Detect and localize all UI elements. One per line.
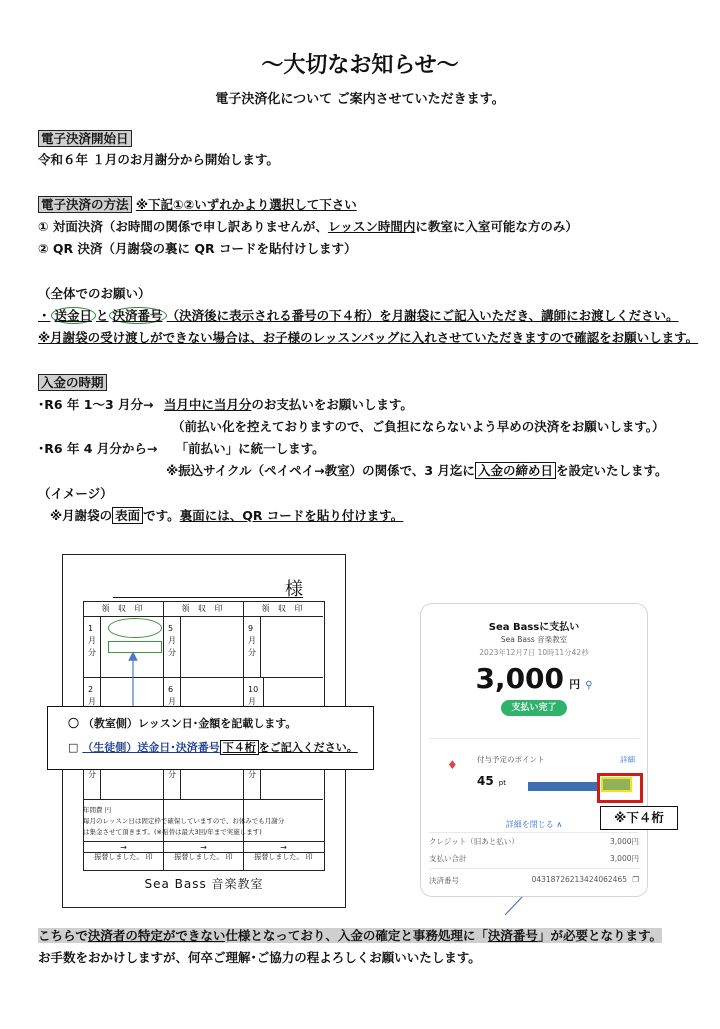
arrow-icon: → — [280, 843, 287, 852]
arrow-icon: → — [120, 843, 127, 852]
credit-row: クレジット（旧あと払い） 3,000円 — [429, 837, 639, 846]
footer-line-1: こちらで決済者の特定ができない仕様となっており、入金の確定と事務処理に「決済番号」が必要となります。 — [38, 928, 662, 943]
magnifier-icon[interactable]: ⚲ — [585, 680, 593, 691]
footer-line-2: お手数をおかけしますが、何卒ご理解･ご協力の程よろしくお願いいたします。 — [38, 950, 481, 965]
start-heading: 電子決済開始日 — [38, 131, 132, 147]
transfer-row: → 振替しました。 印 → 振替しました。 印 → 振替しました。 印 — [83, 841, 325, 871]
envelope-name-line: 様 — [113, 575, 303, 598]
timing-row-1-note: （前払い化を控えておりますので、ご負担にならないよう早めの決済をお願いします。） — [172, 419, 665, 434]
month-9: 9 月 分 — [248, 624, 256, 657]
envelope-callout — [47, 706, 374, 770]
payment-complete-badge: 支払い完了 — [501, 700, 567, 716]
school-name: Sea Bass 音楽教室 — [144, 877, 264, 891]
gift-icon: ♦ — [447, 758, 458, 772]
method-note: ※下記①②いずれかより選択して下さい — [135, 197, 357, 212]
points-section: ♦ 付与予定のポイント 詳細 45 pt — [447, 755, 635, 788]
payment-number-circle: 決済番号 — [109, 307, 167, 324]
timing-row-1: ･R6 年 1～3 月分→ 当月中に当月分のお支払いをお願いします。 — [38, 397, 413, 412]
timing-row-2: ･R6 年 4 月分から→ 「前払い」に統一します。 — [38, 441, 325, 456]
payee-sub: Sea Bass 音楽教室 — [500, 635, 568, 644]
request-heading: （全体でのお願い） — [38, 286, 151, 301]
start-text: 令和６年 １月のお月謝分から開始します。 — [38, 152, 279, 167]
image-line: ※月謝袋の 表面 です。裏面には、QR コードを貼り付けます。 — [50, 508, 404, 523]
sent-date-circle: 送金日 — [51, 307, 97, 324]
payment-app-screenshot — [420, 603, 648, 897]
method-item-1: ① 対面決済（お時間の関係で申し訳ありませんが、レッスン時間内に教室に入室可能な方のみ） — [38, 219, 578, 234]
payee-title: Sea Bassに支払い — [488, 622, 580, 633]
callout-row-teacher: 〇 （教室側）レッスン日･金額を記載します。 — [68, 717, 297, 730]
request-line-1: ・ 送金日 と 決済番号 （決済後に表示される番号の下４桁）を月謝袋にご記入いただき、講師にお渡しください。 — [38, 308, 679, 323]
arrow-icon: → — [200, 843, 207, 852]
detail-link[interactable]: 詳細 — [620, 755, 635, 764]
method-item-2: ② QR 決済（月謝袋の裏に QR コードを貼付けします） — [38, 241, 357, 256]
page-subtitle: 電子決済化について ご案内させていただきます。 — [215, 92, 505, 107]
close-details-link[interactable]: 詳細を閉じる ∧ — [505, 820, 563, 829]
grid-col-1: 領 収 印 1 月 分 2 月 分 — [84, 602, 163, 852]
request-line-2: ※月謝袋の受け渡しができない場合は、お子様のレッスンバッグに入れさせていただきますので確認をお願いします。 — [38, 330, 699, 345]
last4-highlight — [601, 777, 632, 792]
amount: 3,000 — [475, 662, 565, 695]
copy-icon[interactable]: ❐ — [632, 875, 639, 884]
timing-heading: 入金の時期 — [38, 374, 107, 391]
total-row: 支払い合計 3,000円 — [429, 854, 639, 863]
square-icon: □ — [68, 741, 79, 754]
method-heading: 電子決済の方法 — [38, 196, 132, 213]
fee-note: 年間費 円 毎月のレッスン日は固定枠で確保していますので、お休みでも月謝分 は集金させて頂きます。(※振替は最大3回/年まで実施します) — [83, 806, 285, 836]
amount-row: 3,000 円 ⚲ — [475, 662, 593, 695]
month-1: 1 月 分 — [88, 624, 96, 657]
payment-datetime: 2023年12月7日 10時11分42秒 — [479, 648, 589, 657]
transaction-number: 04318726213424062465 — [531, 875, 627, 884]
image-heading: （イメージ） — [38, 486, 113, 501]
grid-col-2: 領 収 印 5 月 分 6 月 分 — [164, 602, 243, 852]
month-5: 5 月 分 — [168, 624, 176, 657]
last4-label: ※下４桁 — [600, 806, 678, 830]
transaction-row: 決済番号 04318726213424062465 ❐ — [429, 875, 639, 885]
page-title: ～大切なお知らせ～ — [261, 53, 459, 78]
circle-icon: 〇 — [68, 717, 79, 730]
month-10: 10 月 — [248, 685, 259, 706]
callout-row-student: □ （生徒側）送金日･決済番号 下４桁 をご記入ください。 — [68, 741, 358, 754]
month-2: 2 月 — [88, 685, 96, 706]
cutoff-box: 入金の締め日 — [475, 462, 556, 479]
month-6: 6 月 — [168, 685, 176, 706]
grid-col-3: 領 収 印 9 月 分 10 月 分 — [244, 602, 323, 852]
timing-row-2-note: ※振込サイクル（ペイペイ→教室）の関係で、3 月迄に 入金の締め日 を設定いたします。 — [166, 463, 668, 478]
